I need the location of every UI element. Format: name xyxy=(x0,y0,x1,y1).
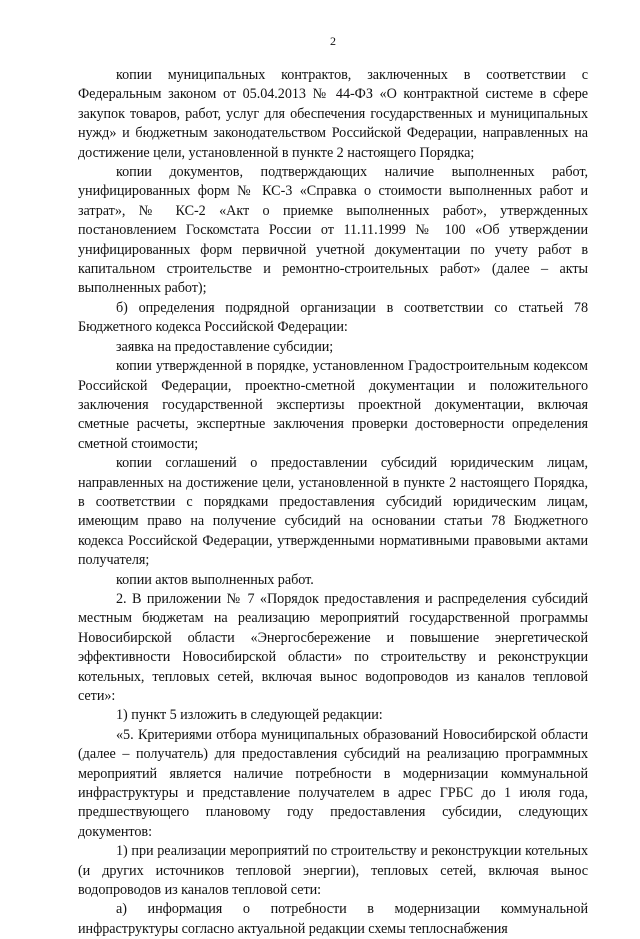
paragraph: заявка на предоставление субсидии; xyxy=(116,338,334,355)
page-number: 2 xyxy=(330,34,336,48)
paragraph: 2. В приложении № 7 «Порядок предоставления и распределения субсидий местным бюджетам на реализацию мероприятий государственной программы Новосибирской области «Энергосбережение и повышение энергетической эффективности Новосибирской области» по строительству и реконструкции котельных, тепловых сетей, включая вынос водопроводов из каналов тепловой сети»: xyxy=(78,590,588,704)
paragraph: копии утвержденной в порядке, установленном Градостроительным кодексом Российской Федерации, проектно-сметной документации и положительного заключения государственной экспертизы проектной документации, включая сметные расчеты, экспертные заключения проверки достоверности определения сметной стоимости; xyxy=(78,358,588,452)
paragraph: а) информация о потребности в модернизации коммунальной инфраструктуры согласно актуальной редакции схемы теплоснабжения xyxy=(78,901,588,937)
paragraph: б) определения подрядной организации в соответствии со статьей 78 Бюджетного кодекса Российской Федерации: xyxy=(78,299,588,336)
paragraph: 1) при реализации мероприятий по строительству и реконструкции котельных (и других источников тепловой энергии), тепловых сетей, включая вынос водопроводов из каналов тепловой сети: xyxy=(78,843,588,899)
paragraph: копии муниципальных контрактов, заключенных в соответствии с Федеральным законом от 05.04.2013 № 44-ФЗ «О контрактной системе в сфере закупок товаров, работ, услуг для обеспечения государственных и муниципальных нужд» и бюджетным законодательством Российской Федерации, направленных на достижение цели, установленной в пункте 2 настоящего Порядка; xyxy=(78,67,588,161)
paragraph: копии соглашений о предоставлении субсидий юридическим лицам, направленных на достижение цели, установленной в пункте 2 настоящего Порядка, в соответствии с порядками предоставления субсидий юридическим лицам, имеющим право на получение субсидий на основании статьи 78 Бюджетного кодекса Российской Федерации, утвержденными нормативными правовыми актами получателя; xyxy=(78,455,588,569)
paragraph: «5. Критериями отбора муниципальных образований Новосибирской области (далее – получатель) для предоставления субсидий на реализацию программных мероприятий является наличие потребности в модернизации коммунальной инфраструктуры и представление получателем в адрес ГРБС до 1 июля года, предшествующего плановому году предоставления субсидии, следующих документов: xyxy=(78,726,588,840)
paragraph: копии актов выполненных работ. xyxy=(116,571,314,588)
paragraph: копии документов, подтверждающих наличие выполненных работ, унифицированных форм № КС-3 «Справка о стоимости выполненных работ и затрат», № КС-2 «Акт о приемке выполненных работ», утвержденных постановлением Госкомстата России от 11.11.1999 № 100 «Об утверждении унифицированных форм первичной учетной документации по учету работ в капитальном строительстве и ремонтно-строительных работ» (далее – акты выполненных работ); xyxy=(78,164,588,297)
paragraph: 1) пункт 5 изложить в следующей редакции: xyxy=(116,707,383,724)
